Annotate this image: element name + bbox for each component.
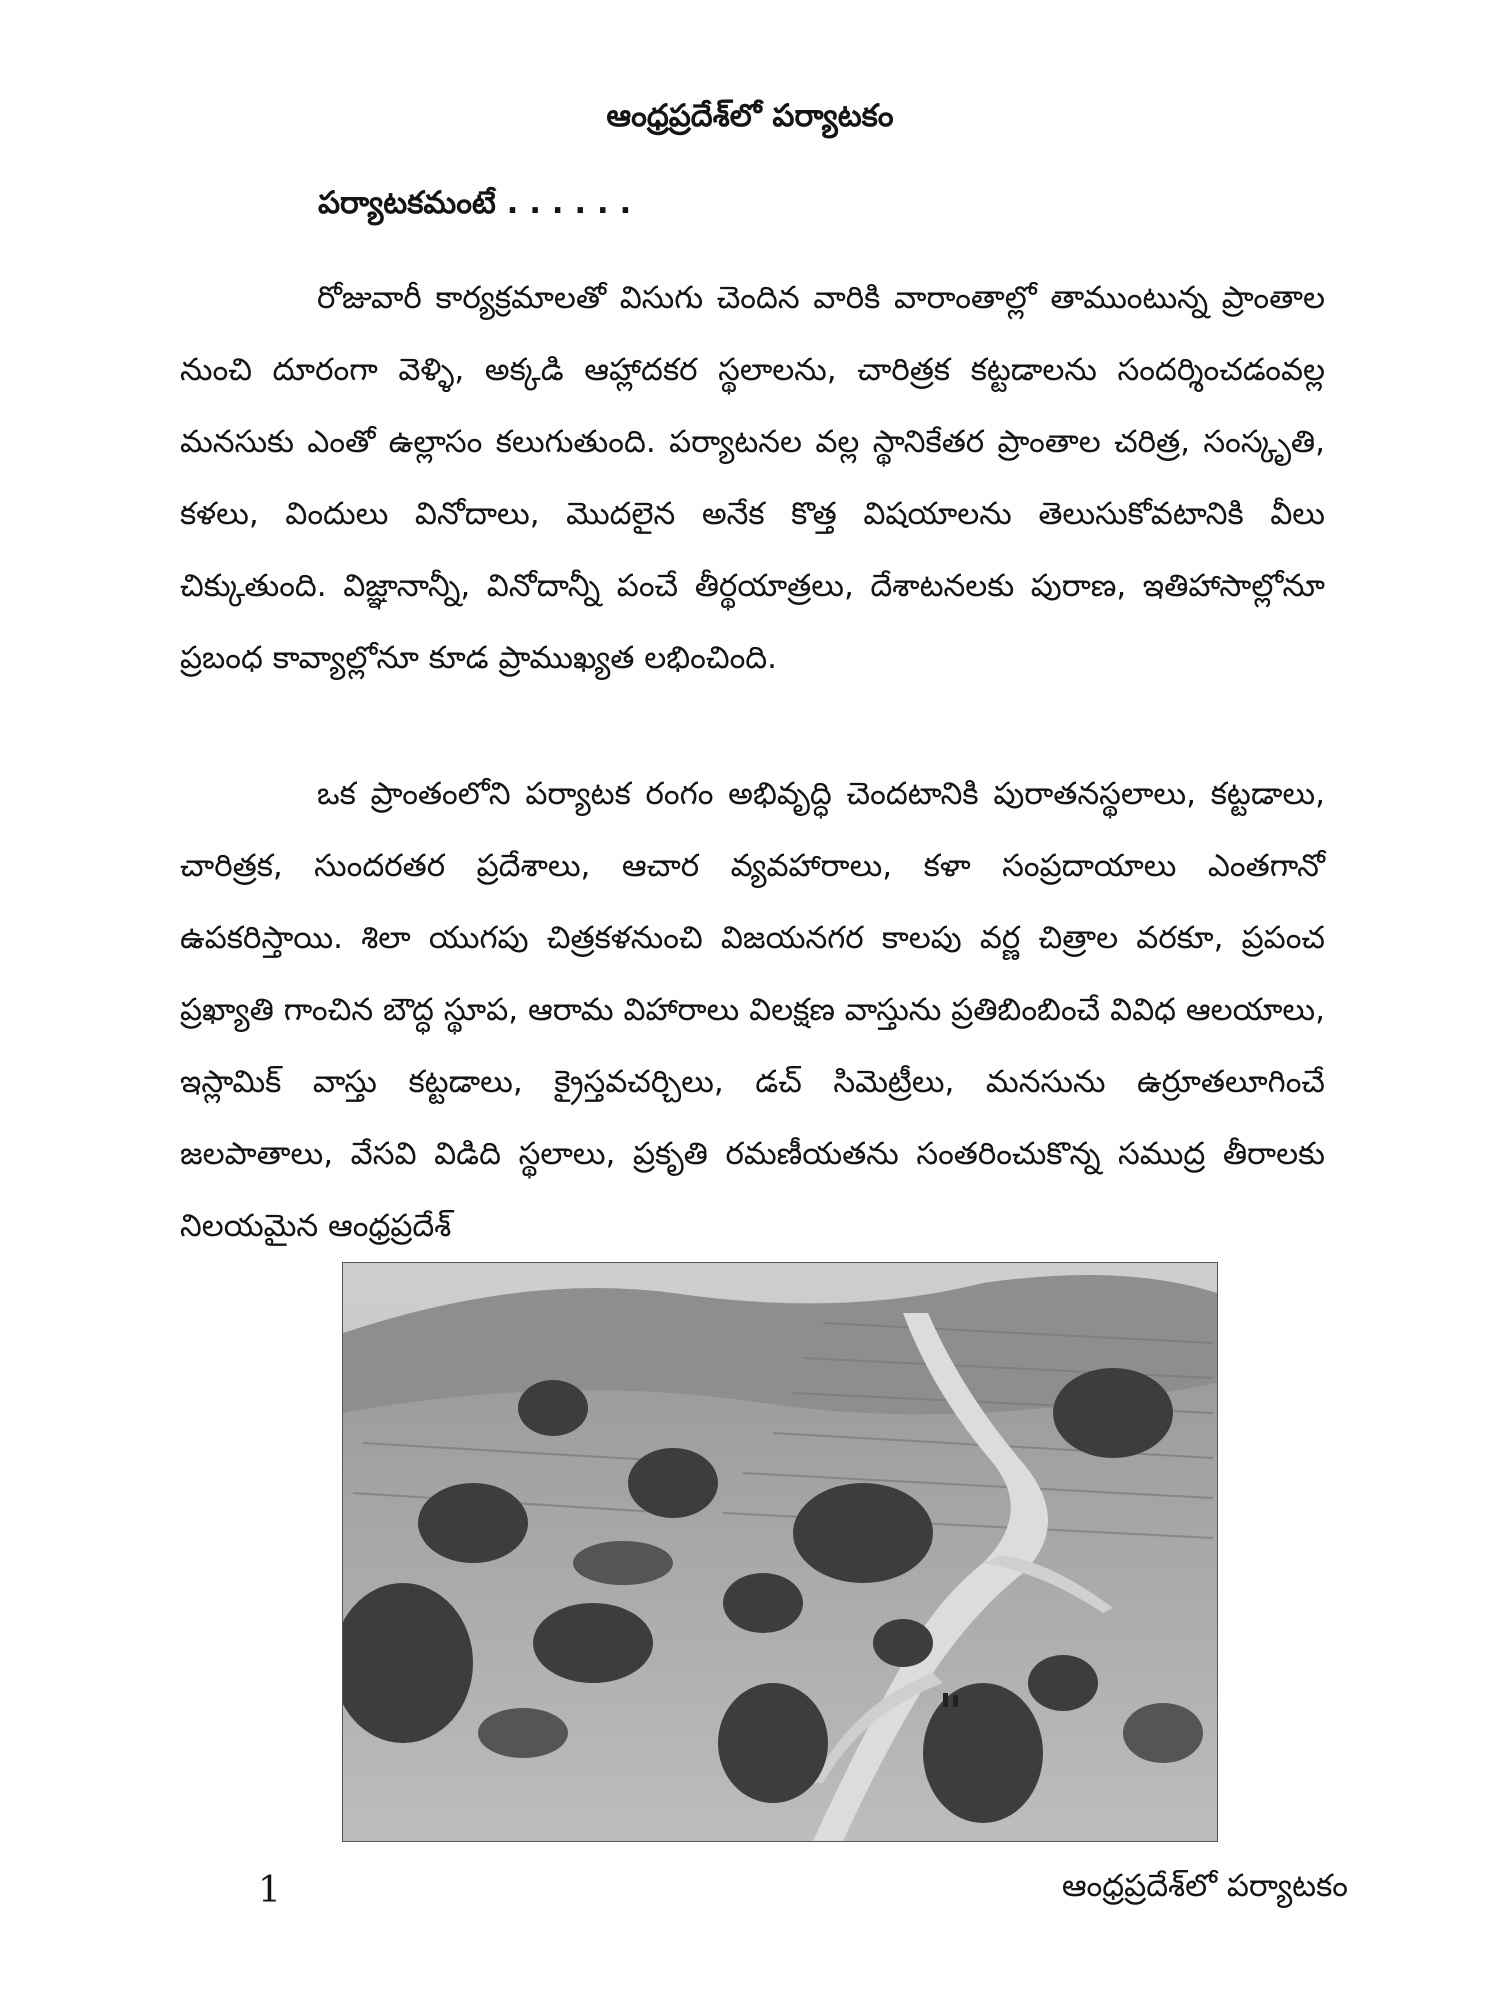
section-heading: పర్యాటకమంటే . . . . . . <box>318 185 632 221</box>
paragraph: ఒక ప్రాంతంలోని పర్యాటక రంగం అభివృద్ధి చెందటానికి పురాతనస్థలాలు, కట్టడాలు, చారిత్రక, సుందరతర ప్రదేశాలు, ఆచార వ్యవహారాలు, కళా సంప్రదాయాలు ఎంతగానో ఉపకరిస్తాయి. శిలా యుగపు చిత్రకళనుంచి విజయనగర కాలపు వర్ణ చిత్రాల వరకూ, ప్రపంచ ప్రఖ్యాతి గాంచిన బౌద్ధ స్థూప, ఆరామ విహారాలు విలక్షణ వాస్తును ప్రతిబింబించే వివిధ ఆలయాలు, ఇస్లామిక్ వాస్తు కట్టడాలు, క్రైస్తవచర్చిలు, డచ్ సిమెట్రీలు, మనసును ఉర్రూతలూగించే జలపాతాలు, వేసవి విడిది స్థలాలు, ప్రకృతి రమణీయతను సంతరించుకొన్న సముద్ర తీరాలకు నిలయమైన ఆంధ్రప్రదేశ్ <box>180 776 1325 1244</box>
footer-title: ఆంధ్రప్రదేశ్‌లో పర్యాటకం <box>1061 1868 1348 1904</box>
paragraph: రోజువారీ కార్యక్రమాలతో విసుగు చెందిన వారికి వారాంతాల్లో తాముంటున్న ప్రాంతాల నుంచి దూరంగా వెళ్ళి, అక్కడి ఆహ్లాదకర స్థలాలను, చారిత్రక కట్టడాలను సందర్శించడంవల్ల మనసుకు ఎంతో ఉల్లాసం కలుగుతుంది. పర్యాటనల వల్ల స్థానికేతర ప్రాంతాల చరిత్ర, సంస్కృతి, కళలు, విందులు వినోదాలు, మొదలైన అనేక కొత్త విషయాలను తెలుసుకోవటానికి వీలు చిక్కుతుంది. విజ్ఞానాన్నీ, వినోదాన్నీ పంచే తీర్థయాత్రలు, దేశాటనలకు పురాణ, ఇతిహాసాల్లోనూ ప్రబంధ కావ్యాల్లోనూ కూడ ప్రాముఖ్యత లభించింది. <box>180 280 1325 676</box>
page-number: 1 <box>258 1870 281 1911</box>
page-title: ఆంధ్రప్రదేశ్‌లో పర్యాటకం <box>606 98 894 134</box>
landscape-photo <box>342 1262 1218 1842</box>
